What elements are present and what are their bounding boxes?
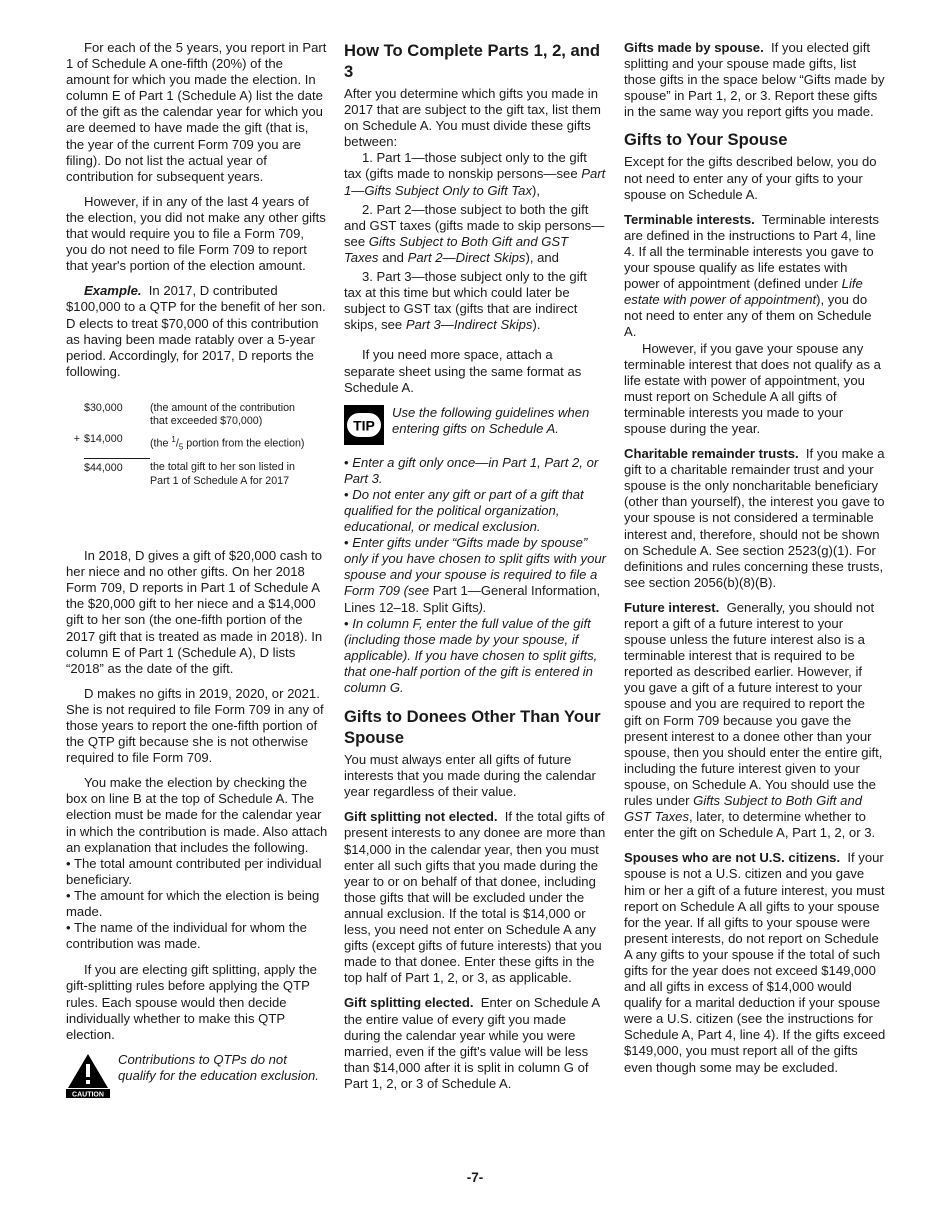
tip-callout <box>344 405 606 445</box>
election-paragraph: You make the election by checking the box on line B at the top of Schedule A. The election must be made for the calendar year in which the contribution is made. Also attach an explanation that includes the following. <box>66 775 328 855</box>
election-bullet-list <box>66 856 328 953</box>
example-paragraph <box>66 283 328 380</box>
tip-icon <box>344 405 384 445</box>
example-label: Example. <box>84 283 142 299</box>
terminable-interests-paragraph: Terminable interests. Terminable interests are defined in the instructions to Part 4, line 4. If all the terminable interests you gave to your spouse qualify as life estates with power of appointment (defined under Life estate with power of appointment), you do not need to enter any of them on Schedule A. <box>624 211 879 340</box>
page-number: -7- <box>466 1170 484 1185</box>
list-item: • Enter a gift only once—in Part 1, Part 2, or Part 3. <box>344 454 599 486</box>
table-row <box>66 458 306 492</box>
section-heading-parts: How To Complete Parts 1, 2, and 3 <box>344 41 601 81</box>
list-item: • The amount for which the election is being made. <box>66 887 320 920</box>
charitable-trusts-paragraph: Charitable remainder trusts. If you make a gift to a charitable remainder trust and your spouse is the only noncharitable beneficiary (other than yourself), the interest you gave to your spouse is not considered a terminable interest and, therefore, should not be shown on Schedule A. See section 2523(g)(1). For definitions and rules concerning these trusts, see section 2056(b)(8)(B). <box>624 446 885 590</box>
run-in-heading: Gift splitting elected. <box>344 995 474 1011</box>
tip-text: Use the following guidelines when entering gifts on Schedule A. <box>392 404 590 436</box>
guidelines-list <box>344 455 606 696</box>
non-us-spouse-paragraph: Spouses who are not U.S. citizens. If your spouse is not a U.S. citizen and you gave him or her a gift of a future interest, you must report on Schedule A all gifts to your spouse for the year. If all gifts to your spouse were present interests, do not report on Schedule A any gifts to your spouse if the total of such gifts for the year does not exceed $149,000 and all gifts in excess of $14,000 would qualify for a marital deduction if your spouse were a U.S. citizen (see the instructions for Schedule A, Part 4, line 4). If the gifts exceed $149,000, you must report all of the gifts even though some may be excluded. <box>624 850 886 1075</box>
caution-icon <box>66 1052 110 1098</box>
row-sign: + <box>73 432 80 445</box>
column-right <box>624 40 886 1085</box>
section-heading-spouse: Gifts to Your Spouse <box>624 130 788 150</box>
spouse-intro: Except for the gifts described below, you do not need to enter any of your gifts to your spouse on Schedule A. <box>624 154 877 202</box>
future-interest-paragraph: Future interest. Generally, you should not report a gift of a future interest to your spouse unless the future interest also is a terminable interest that is required to be reported as described earlier. However, if you gave a gift of a future interest to your spouse and you are required to report the gift on Form 709 because you gave the present interest to a donee other than your spouse, then you should enter the entire gift, including the future interest given to your spouse, on Schedule A. You should use the rules under Gifts Subject to Both Gift and GST Taxes, later, to determine whether to enter the gift on Schedule A, Part 1, 2, or 3. <box>624 599 883 841</box>
example-table <box>66 402 306 492</box>
terminable-interests-however: However, if you gave your spouse any terminable interest that does not qualify as a life estate with power of appointment, you must report on Schedule A all gifts of terminable interests you made to your spouse during the year. <box>624 340 881 436</box>
table-row <box>66 402 306 433</box>
example-text: In 2017, D contributed $100,000 to a QTP for the benefit of her son. D elects to treat $70,000 of this contribution as having been made ratably over a 5-year period. Accordingly, for 2017, D reports the following. <box>66 283 326 379</box>
list-item: 1. Part 1—those subject only to the gift tax (gifts made to nonskip persons—see Part 1—Gifts Subject Only to Gift Tax), <box>344 150 606 198</box>
run-in-heading: Gift splitting not elected. <box>344 809 498 825</box>
caution-callout <box>66 1052 328 1098</box>
list-item: • In column F, enter the full value of the gift (including those made by your spouse, if applicable). If you have chosen to split gifts, that one-half portion of the gift is entered in column G. <box>344 615 598 695</box>
run-in-heading: Terminable interests. <box>624 211 755 227</box>
gifts-by-spouse-paragraph: Gifts made by spouse. If you elected gift splitting and your spouse made gifts, list those gifts in the space below “Gifts made by spouse” in Part 1, 2, or 3. Report these gifts in the same way you report gifts you made. <box>624 40 885 120</box>
row-description: (the amount of the contribution that exceeded $70,000) <box>150 401 295 428</box>
list-item: • Enter gifts under “Gifts made by spouse” only if you have chosen to split gifts with your spouse and your spouse is required to file a Form 709 (see Part 1—General Information, Lines 12–18. Split Gifts). <box>344 535 607 615</box>
row-description: (the $^1/_5$ portion from the election) <box>150 434 305 452</box>
column-left <box>66 40 328 1108</box>
run-in-heading: Gifts made by spouse. <box>624 40 764 55</box>
row-amount: $14,000 <box>84 432 123 445</box>
caution-text: Contributions to QTPs do not qualify for the education exclusion. <box>118 1051 319 1083</box>
run-in-heading: Future interest. <box>624 599 720 615</box>
more-space-paragraph: If you need more space, attach a separate sheet using the same format as Schedule A. <box>344 347 582 395</box>
list-item: 3. Part 3—those subject only to the gift tax at this time but which could later be subject to GST tax (gifts that are indirect skips, see Part 3—Indirect Skips). <box>344 269 587 333</box>
qtp-reporting-paragraph: For each of the 5 years, you report in Part 1 of Schedule A one-fifth (20%) of the amount for which you made the election. In column E of Part 1 (Schedule A) list the date of the gift as the calendar year for which you are deemed to have made the gift (that is, the year of the current Form 709 you are filing). Do not list the actual year of contribution for subsequent years. <box>66 40 327 184</box>
gift-splitting-elected-paragraph: Gift splitting elected. Enter on Schedule A the entire value of every gift you made during the calendar year while you were married, even if the gift's value will be less than $14,000 after it is split in column G of Part 1, 2, or 3 of Schedule A. <box>344 995 600 1091</box>
list-item: • The total amount contributed per individual beneficiary. <box>66 855 322 887</box>
caution-label: CAUTION <box>72 1091 104 1098</box>
row-description: the total gift to her son listed in Part 1 of Schedule A for 2017 <box>150 461 295 487</box>
gift-splitting-not-elected-paragraph: Gift splitting not elected. If the total gifts of present interests to any donee are more than $14,000 in the calendar year, then you must enter all such gifts that you made during the year to or on behalf of that donee, including those gifts that will be excluded under the annual exclusion. If the total is $14,000 or less, you need not enter on Schedule A any gifts (except gifts of future interests) that you made to that donee. Enter these gifts in the top half of Part 1, 2, or 3, as applicable. <box>344 809 606 986</box>
table-row <box>66 433 306 458</box>
row-amount: $44,000 <box>84 458 150 492</box>
example-later-years-paragraph: D makes no gifts in 2019, 2020, or 2021. She is not required to file Form 709 in any of those years to report the one-fifth portion of the QTP gift because she is not otherwise required to file Form 709. <box>66 685 324 766</box>
run-in-heading: Charitable remainder trusts. <box>624 446 799 462</box>
list-item: • Do not enter any gift or part of a gift that qualified for the political organization, educational, or medical exclusion. <box>344 486 584 535</box>
parts-intro: After you determine which gifts you made in 2017 that are subject to the gift tax, list them on Schedule A. You must divide these gifts between: <box>344 86 601 150</box>
row-sign <box>66 402 84 433</box>
donees-intro: You must always enter all gifts of future interests that you made during the calendar year regardless of their value. <box>344 752 596 800</box>
section-heading-donees: Gifts to Donees Other Than Your Spouse <box>344 707 601 748</box>
list-item: • The name of the individual for whom the contribution was made. <box>66 920 307 952</box>
tip-label: TIP <box>353 417 375 434</box>
row-amount: $30,000 <box>84 401 123 414</box>
column-middle <box>344 40 606 1101</box>
row-sign <box>66 458 84 492</box>
example-2018-paragraph: In 2018, D gives a gift of $20,000 cash to her niece and no other gifts. On her 2018 Form 709, D reports in Part 1 of Schedule A the $20,000 gift to her niece and a $14,000 gift to her son (the one-fifth portion of the 2017 gift that is treated as made in 2018). In column E of Part 1 (Schedule A), D lists “2018” as the date of the gift. <box>66 548 323 676</box>
qtp-no-filing-paragraph: However, if in any of the last 4 years of the election, you did not make any other gifts that would require you to file a Form 709, you do not need to file Form 709 to report that year's portion of the election amount. <box>66 193 326 274</box>
run-in-heading: Spouses who are not U.S. citizens. <box>624 850 841 866</box>
list-item: 2. Part 2—those subject to both the gift and GST taxes (gifts made to skip persons—see Gifts Subject to Both Gift and GST Taxes and Part 2—Direct Skips), and <box>344 201 605 265</box>
gift-splitting-qtp-paragraph: If you are electing gift splitting, apply the gift-splitting rules before applying the QTP rules. Each spouse would then decide individually whether to make this QTP election. <box>66 962 317 1042</box>
